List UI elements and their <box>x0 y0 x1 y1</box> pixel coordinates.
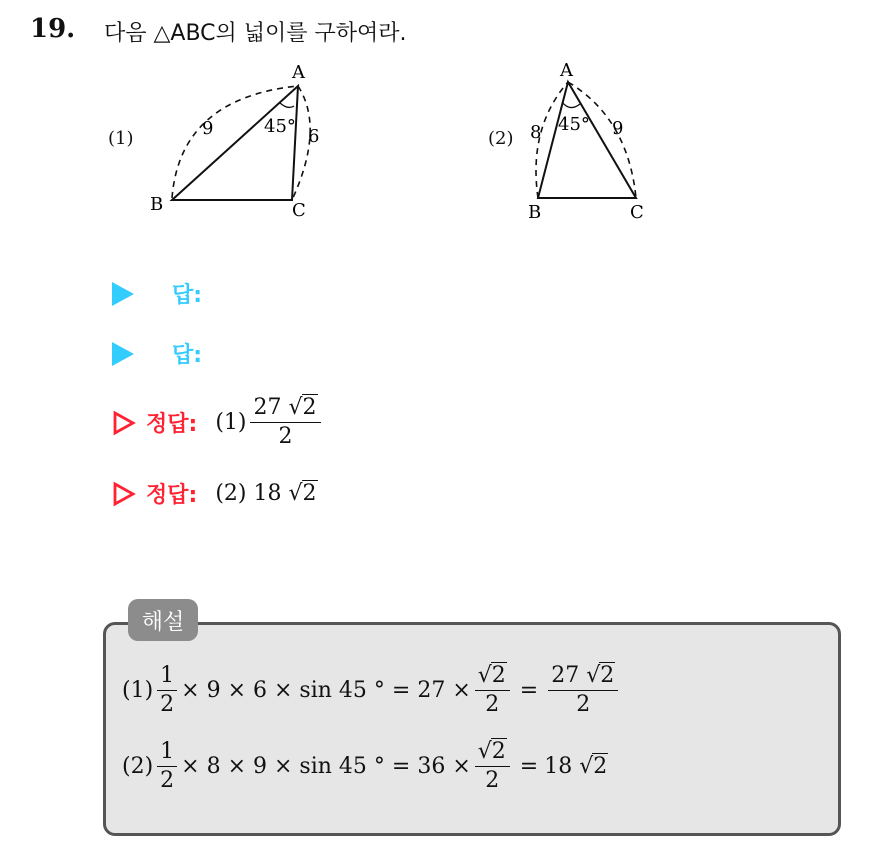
side-ac-2: 9 <box>612 118 624 139</box>
play-icon <box>112 282 134 306</box>
solution-box <box>103 622 841 836</box>
figure-2-label: (2) <box>488 128 514 149</box>
angle-label-1: 45° <box>264 116 296 137</box>
play-icon <box>112 342 134 366</box>
triangle-1-figure <box>140 58 340 228</box>
solution-tag: 해설 <box>128 599 198 641</box>
vertex-a-2: A <box>560 60 573 81</box>
fraction: $\frac{27 √2}{2}$ <box>250 396 320 449</box>
correct-answer-1 <box>112 396 325 449</box>
answer-label: 답: <box>172 343 203 368</box>
answer-blank-1 <box>112 278 202 309</box>
triangle-2-figure <box>518 58 668 228</box>
question-text: 다음 △ABC의 넓이를 구하여라. <box>104 21 407 46</box>
play-outline-icon <box>112 410 136 436</box>
side-ac-1: 6 <box>308 126 320 147</box>
vertex-c-1: C <box>292 200 306 221</box>
figure-1-label: (1) <box>108 128 134 149</box>
vertex-c-2: C <box>630 202 644 223</box>
correct-value-1 <box>215 396 324 449</box>
play-outline-icon <box>112 481 136 507</box>
angle-arc-1 <box>280 103 294 107</box>
question-number: 19. <box>30 14 76 44</box>
correct-answer-2 <box>112 478 318 509</box>
vertex-b-1: B <box>150 194 164 215</box>
solution-line-2: (2) $\frac{1}{2}$ × 8 × 9 × sin 45 ° = 36 × $\frac{√2}{2}$ = 18 √2 <box>122 739 608 794</box>
correct-label: 정답: <box>146 483 198 508</box>
side-ab-2: 8 <box>530 122 542 143</box>
angle-arc-2 <box>562 102 580 108</box>
correct-label: 정답: <box>146 412 198 438</box>
answer-blank-2 <box>112 338 202 369</box>
angle-label-2: 45° <box>558 114 590 135</box>
answer-prefix: (1) <box>215 410 247 436</box>
correct-value-2: (2) 18 √2 <box>215 481 317 506</box>
side-ab-1: 9 <box>202 118 214 139</box>
answer-label: 답: <box>172 283 203 308</box>
vertex-b-2: B <box>528 202 542 223</box>
vertex-a-1: A <box>292 62 305 83</box>
solution-line-1: (1) $\frac{1}{2}$ × 9 × 6 × sin 45 ° = 27 × $\frac{√2}{2}$ = $\frac{27 √2}{2}$ <box>122 664 622 717</box>
answer-prefix: (2) <box>215 481 247 506</box>
triangle-1-edges <box>172 86 298 200</box>
